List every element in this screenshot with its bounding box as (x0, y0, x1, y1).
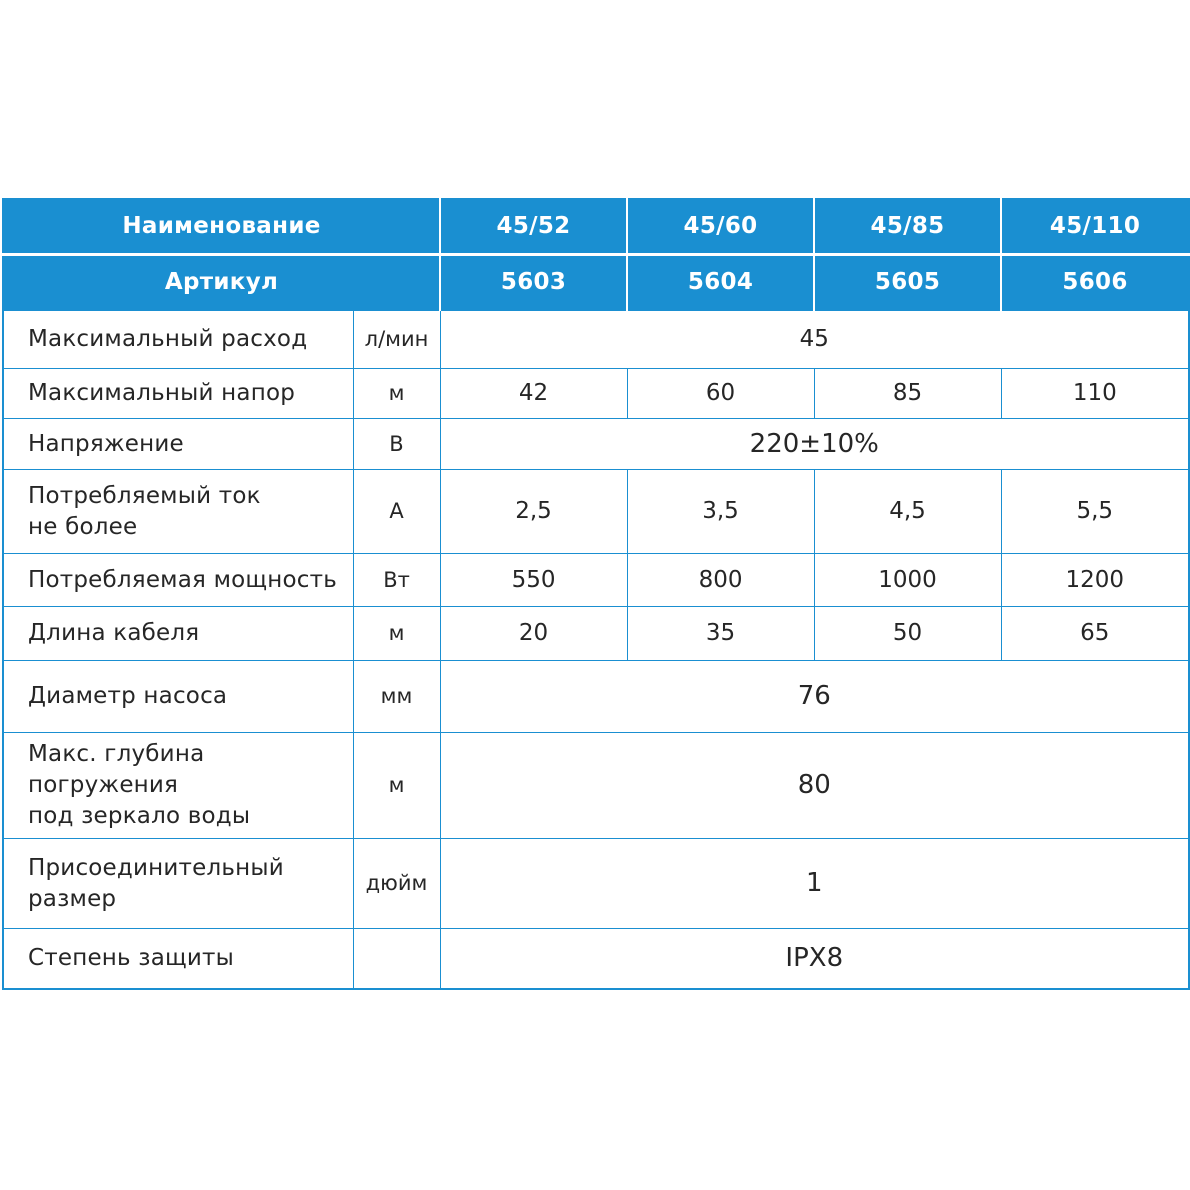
unit-label: мм (353, 660, 440, 732)
value-cell: 110 (1001, 368, 1189, 418)
table-row (3, 929, 1189, 989)
param-label-line: Макс. глубина погружения (28, 740, 205, 798)
table-row (3, 660, 1189, 732)
table-row (3, 470, 1189, 554)
param-label-line: под зеркало воды (28, 802, 251, 829)
value-cell: 65 (1001, 607, 1189, 660)
spec-table (2, 198, 1190, 990)
unit-label: дюйм (353, 839, 440, 929)
table-row (3, 310, 1189, 368)
model-header: 45/52 (440, 199, 627, 254)
param-label: Длина кабеля (3, 607, 353, 660)
unit-label: Вт (353, 554, 440, 607)
table-row (3, 607, 1189, 660)
value-cell: IPX8 (440, 929, 1189, 989)
value-cell: 76 (440, 660, 1189, 732)
value-cell: 3,5 (627, 470, 814, 554)
article-number: 5605 (814, 254, 1001, 310)
name-header: Наименование (3, 199, 440, 254)
param-label: Степень защиты (3, 929, 353, 989)
value-cell: 4,5 (814, 470, 1001, 554)
value-cell: 550 (440, 554, 627, 607)
table-row (3, 732, 1189, 838)
article-number: 5604 (627, 254, 814, 310)
value-cell: 1000 (814, 554, 1001, 607)
param-label (3, 470, 353, 554)
model-header: 45/85 (814, 199, 1001, 254)
param-label: Диаметр насоса (3, 660, 353, 732)
article-header: Артикул (3, 254, 440, 310)
param-label: Напряжение (3, 419, 353, 470)
param-label: Максимальный расход (3, 310, 353, 368)
value-cell: 2,5 (440, 470, 627, 554)
header-row-article (3, 254, 1189, 310)
model-header: 45/60 (627, 199, 814, 254)
value-cell: 220±10% (440, 419, 1189, 470)
table-row (3, 839, 1189, 929)
table-row (3, 368, 1189, 418)
value-cell: 20 (440, 607, 627, 660)
value-cell: 800 (627, 554, 814, 607)
model-header: 45/110 (1001, 199, 1189, 254)
header-row-name (3, 199, 1189, 254)
value-cell: 35 (627, 607, 814, 660)
value-cell: 1200 (1001, 554, 1189, 607)
param-label (3, 732, 353, 838)
unit-label: м (353, 607, 440, 660)
param-label: Максимальный напор (3, 368, 353, 418)
value-cell: 60 (627, 368, 814, 418)
unit-label: В (353, 419, 440, 470)
unit-label: м (353, 368, 440, 418)
value-cell: 85 (814, 368, 1001, 418)
value-cell: 5,5 (1001, 470, 1189, 554)
unit-label: А (353, 470, 440, 554)
value-cell: 42 (440, 368, 627, 418)
value-cell: 80 (440, 732, 1189, 838)
article-number: 5603 (440, 254, 627, 310)
param-label-line: не более (28, 513, 138, 540)
param-label: Присоединительный размер (3, 839, 353, 929)
unit-label (353, 929, 440, 989)
value-cell: 50 (814, 607, 1001, 660)
value-cell: 45 (440, 310, 1189, 368)
article-number: 5606 (1001, 254, 1189, 310)
table-row (3, 419, 1189, 470)
table-row (3, 554, 1189, 607)
param-label-line: Потребляемый ток (28, 482, 261, 509)
param-label: Потребляемая мощность (3, 554, 353, 607)
unit-label: л/мин (353, 310, 440, 368)
value-cell: 1 (440, 839, 1189, 929)
unit-label: м (353, 732, 440, 838)
